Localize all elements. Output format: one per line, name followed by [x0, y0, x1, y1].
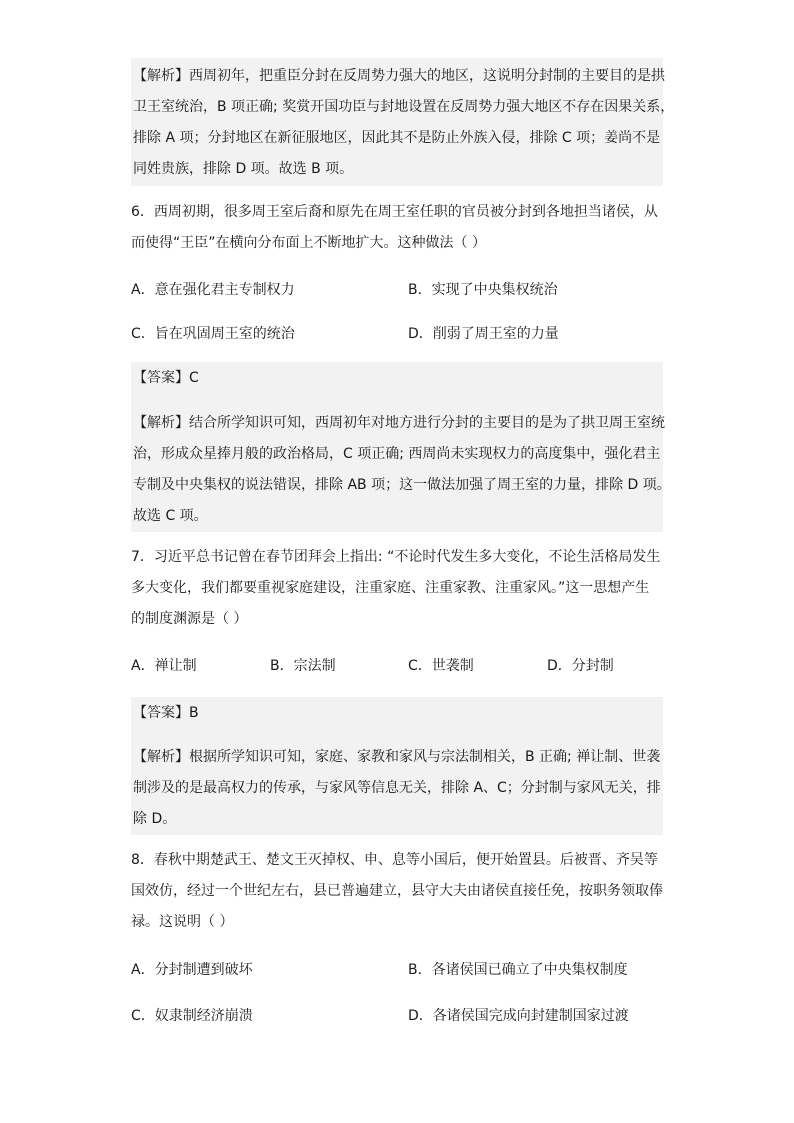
option-c: C．世袭制 [408, 658, 474, 674]
analysis-line: 专制及中央集权的说法错误，排除 AB 项；这一做法加强了周王室的力量，排除 D 项。 [133, 477, 671, 493]
analysis-line: 同姓贵族，排除 D 项。故选 B 项。 [133, 161, 354, 177]
analysis-line: 排除 A 项；分封地区在新征服地区，因此其不是防止外族入侵，排除 C 项；姜尚不是 [133, 130, 661, 146]
analysis-line: 【解析】结合所学知识可知，西周初年对地方进行分封的主要目的是为了拱卫周王室统 [133, 415, 665, 431]
question-stem-line: 多大变化，我们都要重视家庭建设，注重家庭、注重家教、注重家风。”这一思想产生 [131, 580, 650, 596]
question-stem-line: 的制度渊源是（ ） [131, 611, 248, 627]
analysis-line: 【解析】根据所学知识可知，家庭、家教和家风与宗法制相关，B 正确; 禅让制、世袭 [133, 749, 661, 765]
question-stem-line: 国效仿，经过一个世纪左右，县已普遍建立，县守大夫由诸侯直接任免，按职务领取俸 [131, 883, 663, 899]
option-d: D．各诸侯国完成向封建制国家过渡 [408, 1008, 629, 1024]
question-6 [131, 202, 663, 352]
question-stem-line: 而使得“王臣”在横向分布面上不断地扩大。这种做法（ ） [131, 235, 486, 251]
analysis-box-q5 [131, 58, 675, 186]
option-b: B．各诸侯国已确立了中央集权制度 [408, 962, 628, 978]
answer-box-q6 [131, 362, 671, 532]
question-stem-line: 8．春秋中期楚武王、楚文王灭掉权、申、息等小国后，便开始置县。后被晋、齐吴等 [131, 852, 658, 868]
option-a: A．禅让制 [131, 658, 197, 674]
answer-label: 【答案】B [133, 705, 199, 721]
analysis-line: 卫王室统治，B 项正确; 奖赏开国功臣与封地设置在反周势力强大地区不存在因果关系， [133, 99, 675, 115]
option-a: A．分封制遭到破坏 [131, 962, 253, 978]
question-7 [131, 547, 663, 687]
option-c: C．旨在巩固周王室的统治 [131, 326, 295, 342]
question-stem-line: 7．习近平总书记曾在春节团拜会上指出: “不论时代发生多大变化，不论生活格局发生 [131, 549, 661, 565]
option-d: D．分封制 [547, 658, 614, 674]
analysis-line: 除 D。 [133, 811, 177, 827]
option-b: B．实现了中央集权统治 [408, 282, 558, 298]
question-8 [131, 850, 663, 1040]
option-a: A．意在强化君主专制权力 [131, 282, 295, 298]
analysis-line: 制涉及的是最高权力的传承，与家风等信息无关，排除 A、C；分封制与家风无关，排 [133, 780, 661, 796]
question-stem-line: 禄。这说明（ ） [131, 914, 234, 930]
analysis-line: 【解析】西周初年，把重臣分封在反周势力强大的地区，这说明分封制的主要目的是拱 [133, 68, 665, 84]
option-d: D．削弱了周王室的力量 [408, 326, 559, 342]
analysis-line: 故选 C 项。 [133, 508, 208, 524]
answer-box-q7 [131, 697, 663, 835]
option-b: B．宗法制 [270, 658, 336, 674]
question-stem-line: 6．西周初期，很多周王室后裔和原先在周王室任职的官员被分封到各地担当诸侯，从 [131, 204, 658, 220]
analysis-line: 治，形成众星捧月般的政治格局，C 项正确; 西周尚未实现权力的高度集中，强化君主 [133, 446, 661, 462]
option-c: C．奴隶制经济崩溃 [131, 1008, 253, 1024]
answer-label: 【答案】C [133, 370, 199, 386]
